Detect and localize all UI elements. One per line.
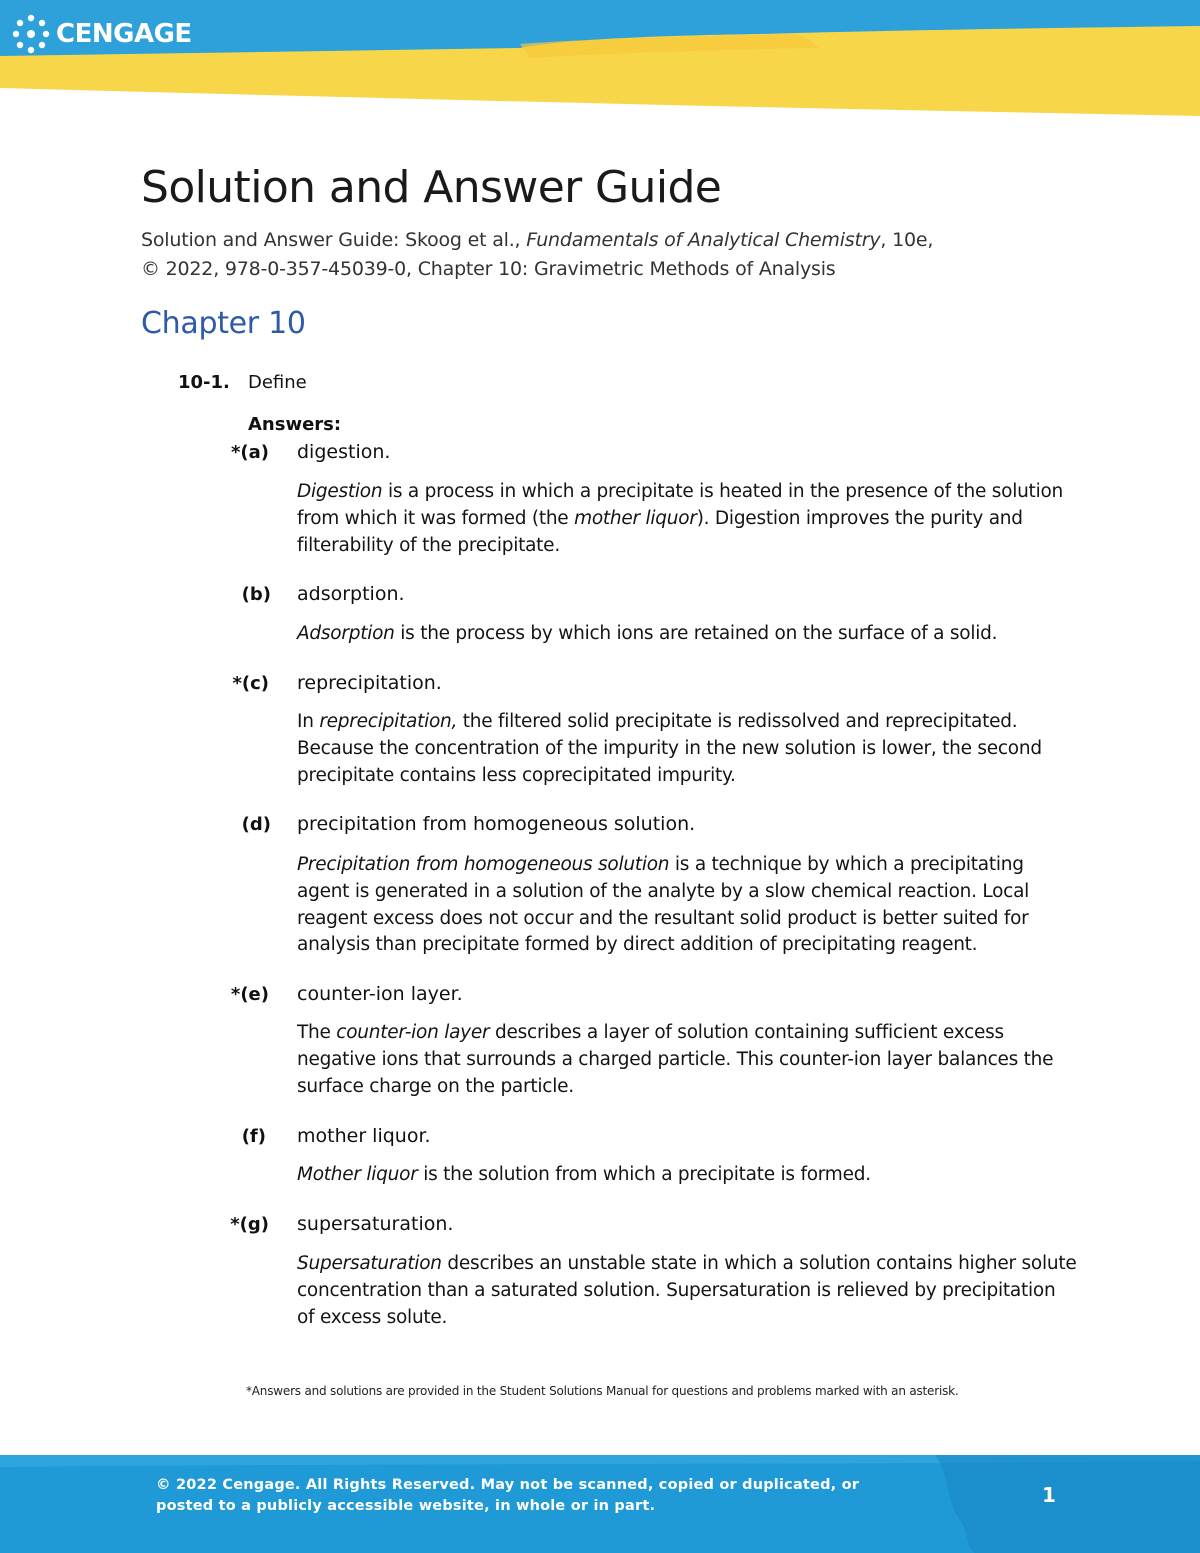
def-em-a: mother liquor	[574, 507, 697, 529]
def-text-c1: the filtered solid precipitate is redissolved and reprecipitated. Because the concentration of the impurity in the new solution is lower, the second precipitate contains less coprecipitated impurity.	[297, 711, 1042, 786]
brand-name: CENGAGE	[56, 19, 192, 49]
subtitle-book: Fundamentals of Analytical Chemistry	[526, 229, 881, 251]
item-term-e: counter-ion layer.	[297, 983, 463, 1005]
def-term-b: Adsorption	[297, 623, 395, 644]
item-label-e: *(e)	[230, 984, 269, 1005]
def-term-a: Digestion	[297, 481, 383, 502]
answers-heading: Answers:	[248, 414, 342, 435]
subtitle-line2: © 2022, 978-0-357-45039-0, Chapter 10: Gravimetric Methods of Analysis	[141, 258, 836, 280]
def-text-b1: is the process by which ions are retained on the surface of a solid.	[394, 623, 998, 644]
item-term-f: mother liquor.	[297, 1125, 431, 1147]
item-term-c: reprecipitation.	[297, 672, 442, 694]
def-term-c: reprecipitation,	[319, 711, 458, 732]
item-definition-a	[297, 479, 1077, 559]
page-title: Solution and Answer Guide	[141, 162, 722, 213]
item-definition-e	[297, 1020, 1077, 1100]
item-definition-g	[297, 1251, 1077, 1331]
def-term-g: Supersaturation	[297, 1253, 442, 1274]
cengage-logo-icon	[12, 14, 50, 54]
item-definition-c	[297, 709, 1077, 789]
document-subtitle	[141, 226, 933, 284]
def-term-e: counter-ion layer	[336, 1022, 490, 1043]
item-term-a: digestion.	[297, 441, 391, 463]
item-term-g: supersaturation.	[297, 1213, 454, 1235]
item-label-a: *(a)	[230, 442, 269, 463]
item-definition-b	[297, 621, 1077, 648]
question-text: Define	[248, 372, 307, 393]
page-number: 1	[1042, 1483, 1056, 1507]
chapter-heading: Chapter 10	[141, 306, 306, 341]
def-pre-c: In	[297, 711, 320, 732]
item-label-b: (b)	[241, 584, 271, 605]
footer-copyright: © 2022 Cengage. All Rights Reserved. May not be scanned, copied or duplicated, or posted to a publicly accessible website, in whole or in part.	[156, 1477, 860, 1514]
def-text-a1: is a process in which a precipitate is heated in the presence of the solution from which it was formed (the	[297, 481, 1063, 529]
def-term-f: Mother liquor	[297, 1164, 418, 1185]
question-number: 10-1.	[178, 372, 230, 393]
footer-banner	[0, 1455, 1200, 1553]
subtitle-edition: , 10e,	[880, 229, 934, 251]
item-term-b: adsorption.	[297, 583, 405, 605]
item-label-f: (f)	[241, 1126, 266, 1147]
def-text-f1: is the solution from which a precipitate is formed.	[417, 1164, 871, 1185]
cengage-logo	[12, 14, 192, 54]
def-text-d1: is a technique by which a precipitating agent is generated in a solution of the analyte by a slow chemical reaction. Local reagent excess does not occur and the resultant solid product is better suited for analysis than precipitate formed by direct addition of precipitating reagent.	[297, 854, 1030, 956]
footnote: *Answers and solutions are provided in the Student Solutions Manual for questions and problems marked with an asterisk.	[246, 1384, 959, 1398]
def-term-d: Precipitation from homogeneous solution	[297, 854, 670, 875]
item-label-c: *(c)	[232, 673, 269, 694]
item-definition-f	[297, 1162, 1077, 1189]
item-label-g: *(g)	[230, 1214, 269, 1235]
def-text-e1: describes a layer of solution containing sufficient excess negative ions that surrounds a charged particle. This counter-ion layer balances the surface charge on the particle.	[297, 1022, 1054, 1097]
item-term-d: precipitation from homogeneous solution.	[297, 813, 696, 835]
def-pre-e: The	[297, 1022, 337, 1043]
item-label-d: (d)	[241, 814, 271, 835]
def-text-g1: describes an unstable state in which a solution contains higher solute concentration than a saturated solution. Supersaturation is relieved by precipitation of excess solute.	[297, 1253, 1077, 1328]
subtitle-prefix: Solution and Answer Guide: Skoog et al.,	[141, 229, 527, 251]
header-banner	[0, 0, 1200, 122]
item-definition-d	[297, 852, 1077, 959]
def-text-a2: ). Digestion improves the purity and filterability of the precipitate.	[297, 507, 1023, 556]
